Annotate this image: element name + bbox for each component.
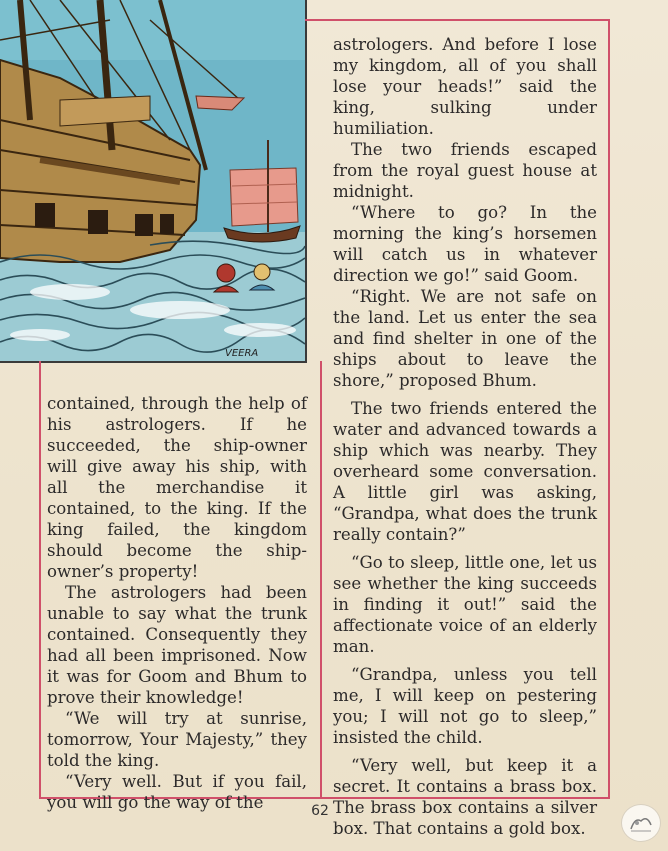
paragraph: “Go to sleep, little one, let us see whether the king succeeds in finding it out!” said the affectionate voice of an elderly man. [333, 553, 597, 656]
paragraph: contained, through the help of his astrologers. If he succeeded, the ship-owner will give away his ship, with all the merchandise it contained, to the king. If the king failed, the kingdom should become the ship-owner’s property! [47, 394, 307, 581]
paragraph: “Very well, but keep it a secret. It contains a brass box. The brass box contains a silver box. That contains a gold box. [333, 756, 597, 838]
paragraph: The two friends escaped from the royal guest house at midnight. [333, 140, 597, 201]
artist-signature: VEERA [225, 348, 259, 359]
paragraph: “Grandpa, unless you tell me, I will keep on pestering you; I will not go to sleep,” insisted the child. [333, 665, 597, 747]
paragraph: “Very well. But if you fail, you will go the way of the [47, 772, 307, 812]
paragraph: “Where to go? In the morning the king’s horsemen will catch us in whatever direction we go!” said Goom. [333, 203, 597, 285]
paragraph: The astrologers had been unable to say what the trunk contained. Consequently they had all been imprisoned. Now it was for Goom and Bhum to prove their knowledge! [47, 583, 307, 707]
frame-left [39, 361, 41, 799]
paragraph: The two friends entered the water and advanced towards a ship which was nearby. They overheard some conversation. A little girl was asking, “Grandpa, what does the trunk really contain?” [333, 399, 597, 544]
column-divider [320, 361, 322, 799]
paragraph: “We will try at sunrise, tomorrow, Your Majesty,” they told the king. [47, 709, 307, 770]
frame-right [608, 19, 610, 799]
library-stamp-icon [621, 804, 661, 842]
page-number: 62 [311, 803, 329, 819]
right-text-column [333, 34, 597, 839]
paragraph: astrologers. And before I lose my kingdom, all of you shall lose your heads!” said the king, sulking under humiliation. [333, 35, 597, 138]
ship-illustration [0, 0, 307, 363]
left-text-column [47, 393, 307, 813]
paragraph: “Right. We are not safe on the land. Let us enter the sea and find shelter in one of the ships about to leave the shore,” proposed Bhum. [333, 287, 597, 390]
ship-at-sea-drawing [0, 0, 305, 361]
frame-top [305, 19, 610, 21]
